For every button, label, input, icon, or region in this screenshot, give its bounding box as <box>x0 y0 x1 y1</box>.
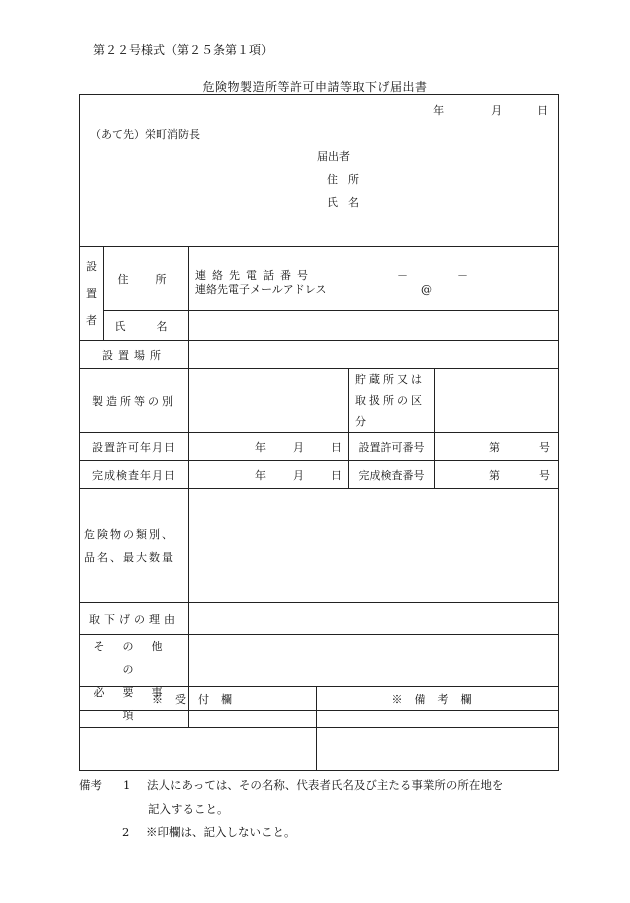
submitter-label: 届出者 <box>317 150 350 163</box>
remarks-label: ※備考欄 <box>317 687 559 711</box>
day-label: 日 <box>537 104 549 117</box>
tel-label: 連絡先電話番号 <box>195 268 314 282</box>
email-label: 連絡先電子メールアドレス <box>195 282 327 296</box>
tel-dash-1: － <box>397 268 408 282</box>
installer-name-label: 氏 名 <box>104 311 189 341</box>
note-2-number: 2 <box>122 825 130 839</box>
installer-address-field[interactable] <box>189 247 559 311</box>
submission-date[interactable] <box>433 102 548 118</box>
notes-label: 備考 <box>79 778 102 792</box>
permit-number-label: 設置許可番号 <box>349 433 435 461</box>
facility-type-field[interactable] <box>189 369 349 433</box>
remarks-field[interactable] <box>317 711 559 771</box>
note-2-text: ※印欄は、記入しないこと。 <box>146 825 296 839</box>
submitter-address-field[interactable]: 住所 <box>327 173 369 186</box>
inspection-date-field[interactable]: 年 月 日 <box>189 461 349 489</box>
installer-name-field[interactable] <box>189 311 559 341</box>
other-matters-label: その他の 必要事項 <box>80 635 189 728</box>
form-title: 危険物製造所等許可申請等取下げ届出書 <box>202 80 428 94</box>
email-at: @ <box>421 282 432 296</box>
permit-date-field[interactable]: 年 月 日 <box>189 433 349 461</box>
hazmat-label: 危険物の類別、 品名、最大数量 <box>80 489 189 603</box>
permit-number-field[interactable]: 第 号 <box>435 433 559 461</box>
month-label: 月 <box>491 104 503 117</box>
tel-dash-2: － <box>457 268 468 282</box>
note-1 <box>79 777 503 793</box>
permit-date-label: 設置許可年月日 <box>80 433 189 461</box>
inspection-number-label: 完成検査番号 <box>349 461 435 489</box>
facility-type-label: 製造所等の別 <box>80 369 189 433</box>
year-label: 年 <box>433 104 445 117</box>
storage-category-label: 貯蔵所又は 取扱所の区分 <box>349 369 435 433</box>
header-block <box>80 95 559 247</box>
location-field[interactable] <box>189 341 559 369</box>
application-form-table <box>79 94 559 728</box>
location-label: 設置場所 <box>80 341 189 369</box>
note-1-text: 法人にあっては、その名称、代表者氏名及び主たる事業所の所在地を <box>147 778 504 792</box>
installer-address-label: 住 所 <box>104 247 189 311</box>
withdrawal-reason-field[interactable] <box>189 603 559 635</box>
inspection-date-label: 完成検査年月日 <box>80 461 189 489</box>
reception-table <box>79 686 559 771</box>
submitter-name-field[interactable]: 氏名 <box>327 196 369 209</box>
form-number: 第２２号様式（第２５条第１項） <box>93 43 274 57</box>
receipt-field[interactable] <box>80 711 317 771</box>
hazmat-field[interactable] <box>189 489 559 603</box>
addressee: （あて先）栄町消防長 <box>90 128 200 141</box>
note-1-continued: 記入すること。 <box>148 802 229 816</box>
inspection-number-field[interactable]: 第 号 <box>435 461 559 489</box>
storage-category-field[interactable] <box>435 369 559 433</box>
note-2 <box>122 824 296 840</box>
note-1-number: 1 <box>123 778 131 792</box>
installer-section-label: 設 置 者 <box>80 247 104 341</box>
receipt-label: ※受付欄 <box>80 687 317 711</box>
withdrawal-reason-label: 取下げの理由 <box>80 603 189 635</box>
